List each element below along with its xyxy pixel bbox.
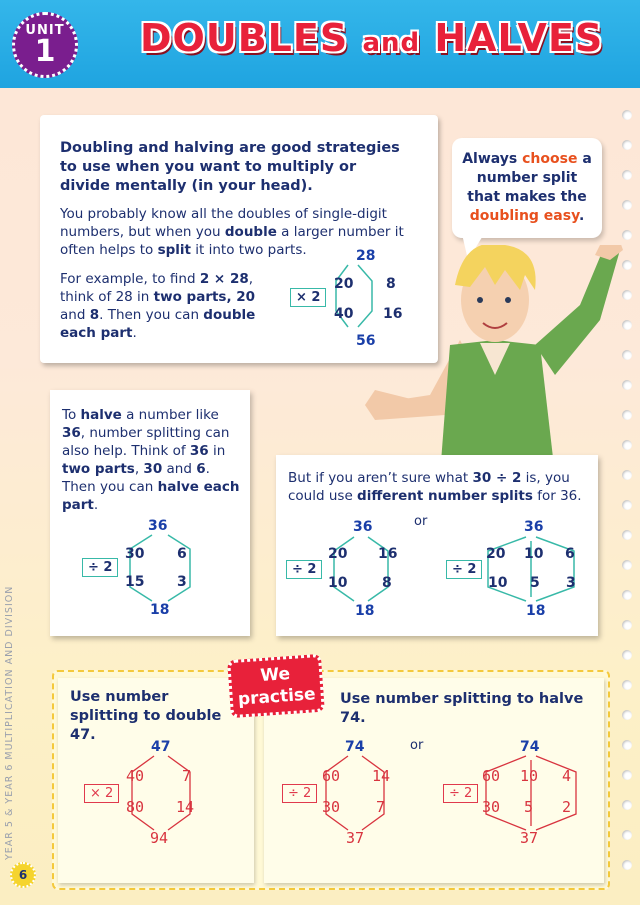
binder-hole	[622, 740, 632, 750]
text: . Then you can	[62, 461, 210, 495]
binder-hole	[622, 110, 632, 120]
splits-paragraph	[288, 469, 588, 505]
text: 6	[196, 461, 206, 477]
hex-right-bottom: 8	[382, 575, 392, 591]
hex-left-bottom: 10	[328, 575, 348, 591]
text: 30 ÷ 2	[472, 470, 522, 486]
operation-box: × 2	[290, 288, 326, 307]
or-label: or	[414, 514, 428, 529]
hex-right-bottom: 3	[177, 574, 187, 590]
text: .	[578, 208, 585, 224]
text: , number splitting can also help. Think of	[62, 425, 230, 459]
text: , think of 28 in	[60, 271, 254, 305]
text: different number splits	[357, 488, 533, 504]
boy-illustration	[355, 245, 640, 475]
title-part: DOUBLES	[140, 16, 363, 60]
text: halve each part	[62, 479, 240, 513]
hex-top: 28	[356, 248, 376, 264]
binder-hole	[622, 440, 632, 450]
page-title	[140, 16, 603, 60]
hex-top-1: 60	[482, 767, 501, 785]
hex-top: 36	[524, 519, 544, 535]
page-number: 6	[10, 862, 36, 888]
text: choose	[522, 151, 578, 167]
text: halve	[80, 407, 122, 423]
text: double each part	[60, 307, 256, 341]
intro-lead: Doubling and halving are good strategies to use when you want to multiply or divide mentally (in your head).	[60, 140, 400, 194]
text: two parts, 20	[153, 289, 256, 305]
binder-hole	[622, 410, 632, 420]
badge-line: practise	[237, 684, 317, 710]
speech-bubble	[452, 138, 602, 238]
hex-top-2: 10	[524, 546, 544, 562]
hex-right-top: 8	[386, 276, 396, 292]
hex-left-top: 60	[322, 767, 341, 785]
hex-right-top: 6	[177, 546, 187, 562]
binder-hole	[622, 560, 632, 570]
text: Always	[462, 151, 523, 167]
intro-paragraph-2	[60, 270, 278, 342]
text: 8	[89, 307, 100, 323]
or-label: or	[410, 738, 424, 753]
hex-bottom: 37	[520, 829, 539, 847]
unit-number: 1	[34, 34, 56, 69]
hex-top: 74	[345, 739, 365, 755]
text: a number like	[121, 407, 219, 423]
text: a larger number it often helps to	[60, 224, 404, 258]
title-and: and	[362, 28, 421, 58]
text: 30	[143, 461, 163, 477]
hex-right-bottom: 14	[176, 798, 195, 816]
hex-bottom: 18	[355, 603, 375, 619]
binder-hole	[622, 770, 632, 780]
binder-hole	[622, 200, 632, 210]
binder-hole	[622, 710, 632, 720]
hex-bottom: 18	[150, 602, 170, 618]
hex-left-bottom: 40	[334, 306, 354, 322]
hex-right-top: 14	[372, 767, 391, 785]
hex-top: 74	[520, 739, 540, 755]
title-part: HALVES	[420, 16, 604, 60]
binder-hole	[622, 860, 632, 870]
hex-top-3: 6	[565, 546, 575, 562]
badge-line: We	[259, 664, 291, 687]
hex-left-top: 20	[328, 546, 348, 562]
hex-left-top: 40	[126, 767, 145, 785]
text: For example, to find	[60, 271, 200, 287]
hex-bottom-1: 30	[482, 798, 501, 816]
text: ,	[134, 461, 144, 477]
operation-box: ÷ 2	[446, 560, 482, 579]
text: and	[162, 461, 197, 477]
practice-question-2: Use number splitting to halve 74.	[340, 691, 584, 726]
text: and	[60, 307, 90, 323]
hex-left-top: 20	[334, 276, 354, 292]
hex-top: 47	[151, 739, 171, 755]
hex-left-bottom: 15	[125, 574, 145, 590]
binder-hole	[622, 260, 632, 270]
hex-bottom: 18	[526, 603, 546, 619]
binder-hole	[622, 680, 632, 690]
hex-right-top: 7	[182, 767, 192, 785]
binder-hole	[622, 140, 632, 150]
text: . Then you can	[99, 307, 204, 323]
binder-hole	[622, 800, 632, 810]
text: 36	[62, 425, 81, 441]
binder-hole	[622, 620, 632, 630]
text: double	[224, 224, 277, 240]
text: .	[132, 325, 137, 341]
binder-hole	[622, 830, 632, 840]
text: .	[93, 497, 99, 513]
operation-box: ÷ 2	[286, 560, 322, 579]
binder-hole	[622, 590, 632, 600]
binder-hole	[622, 320, 632, 330]
text: 2 × 28	[199, 271, 249, 287]
hex-bottom-2: 5	[530, 575, 540, 591]
binder-holes	[622, 110, 634, 900]
hex-top-1: 20	[486, 546, 506, 562]
hex-left-bottom: 80	[126, 798, 145, 816]
text: two parts	[62, 461, 135, 477]
text: You probably know all the doubles of single-digit numbers, but when you	[60, 206, 387, 240]
unit-label: UNIT	[25, 23, 65, 38]
text: it into two parts.	[191, 242, 307, 258]
unit-badge	[12, 12, 78, 78]
text: split	[157, 242, 191, 258]
hex-bottom-2: 5	[524, 798, 534, 816]
hex-right-top: 16	[378, 546, 398, 562]
binder-hole	[622, 170, 632, 180]
hex-left-bottom: 30	[322, 798, 341, 816]
binder-hole	[622, 380, 632, 390]
unit-header	[0, 0, 640, 88]
binder-hole	[622, 650, 632, 660]
binder-hole	[622, 230, 632, 240]
text: doubling easy	[469, 208, 579, 224]
hex-top: 36	[353, 519, 373, 535]
text: in	[208, 443, 226, 459]
hex-bottom-3: 3	[566, 575, 576, 591]
hex-bottom-3: 2	[562, 798, 572, 816]
binder-hole	[622, 500, 632, 510]
practice-question-1: Use number splitting to double 47.	[70, 689, 222, 743]
hex-top-2: 10	[520, 767, 539, 785]
hex-top-3: 4	[562, 767, 572, 785]
halve-paragraph	[62, 406, 242, 514]
hex-left-top: 30	[125, 546, 145, 562]
text: 36	[189, 443, 209, 459]
binder-hole	[622, 290, 632, 300]
binder-hole	[622, 470, 632, 480]
side-running-text: YEAR 5 & YEAR 6 MULTIPLICATION AND DIVISION	[4, 585, 15, 860]
hex-bottom: 56	[356, 333, 376, 349]
operation-box: × 2	[84, 784, 119, 803]
hex-right-bottom: 16	[383, 306, 403, 322]
hex-bottom-1: 10	[488, 575, 508, 591]
hex-top: 36	[148, 518, 168, 534]
operation-box: ÷ 2	[82, 558, 118, 577]
hex-bottom: 37	[346, 829, 365, 847]
binder-hole	[622, 350, 632, 360]
text: for 36.	[532, 488, 582, 504]
text: a number split that makes the	[467, 151, 592, 205]
binder-hole	[622, 530, 632, 540]
hex-right-bottom: 7	[376, 798, 386, 816]
operation-box: ÷ 2	[282, 784, 317, 803]
text: is, you could use	[288, 470, 570, 504]
hex-bottom: 94	[150, 829, 169, 847]
text: But if you aren’t sure what	[288, 470, 473, 486]
we-practise-badge	[227, 654, 325, 718]
speech-text	[460, 150, 594, 226]
operation-box: ÷ 2	[443, 784, 478, 803]
text: To	[62, 407, 81, 423]
